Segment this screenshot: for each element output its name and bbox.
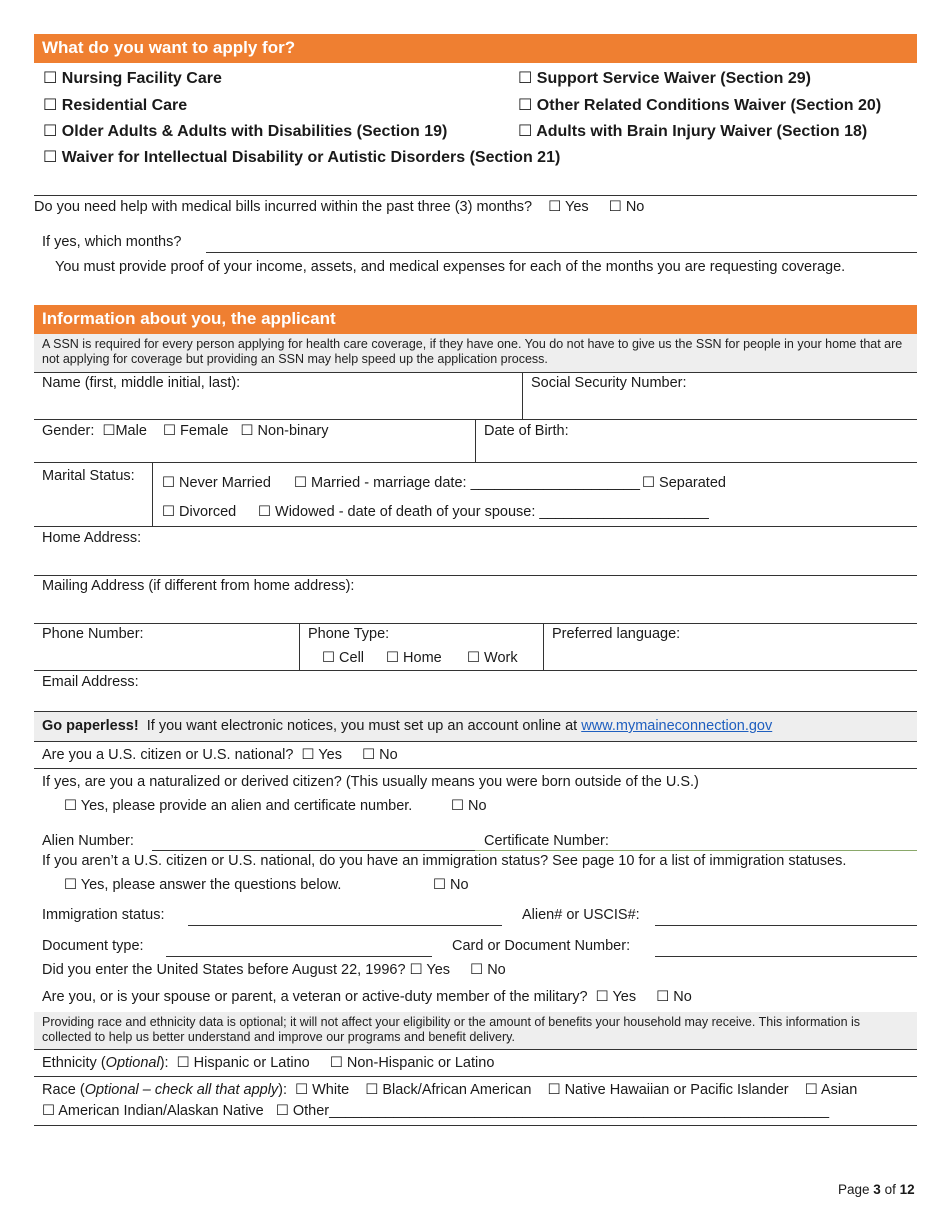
citizen-row: Are you a U.S. citizen or U.S. national? ☐ Yes ☐ No xyxy=(42,747,398,763)
months-input[interactable] xyxy=(206,252,917,253)
applicant-section-header xyxy=(34,305,917,334)
ethnicity-row: Ethnicity (Optional): ☐ Hispanic or Latino ☐ Non-Hispanic or Latino xyxy=(42,1055,495,1071)
divider xyxy=(34,195,917,196)
months-label: If yes, which months? xyxy=(42,234,182,250)
option-related-conditions[interactable]: ☐ Other Related Conditions Waiver (Section 20) xyxy=(518,97,882,114)
email-label: Email Address: xyxy=(42,674,139,690)
race-row: Race (Optional – check all that apply): ☐ White ☐ Black/African American ☐ Native Hawaiian or Pacific Islander ☐ Asian xyxy=(42,1082,858,1098)
paperless-row: Go paperless! If you want electronic notices, you must set up an account online at www.mymaineconnection.gov xyxy=(42,718,773,734)
apply-section-title: What do you want to apply for? xyxy=(42,38,296,57)
race-hawaiian[interactable]: ☐ Native Hawaiian or Pacific Islander xyxy=(547,1082,789,1098)
naturalized-yes[interactable]: ☐ Yes, please provide an alien and certificate number. xyxy=(64,798,413,814)
option-intellectual-disability[interactable]: ☐ Waiver for Intellectual Disability or Autistic Disorders (Section 21) xyxy=(43,149,561,166)
race-row-2 xyxy=(42,1103,829,1119)
option-older-adults[interactable]: ☐ Older Adults & Adults with Disabilities (Section 19) xyxy=(43,123,448,140)
card-number-input[interactable] xyxy=(655,956,917,957)
paperless-bold: Go paperless! xyxy=(42,718,139,734)
language-label: Preferred language: xyxy=(552,626,681,642)
proof-note: You must provide proof of your income, assets, and medical expenses for each of the months you are requesting coverage. xyxy=(55,259,846,275)
home-address-label: Home Address: xyxy=(42,530,142,546)
citizen-no[interactable]: ☐ No xyxy=(362,747,398,763)
card-number-label: Card or Document Number: xyxy=(452,938,631,954)
entry-row: Did you enter the United States before August 22, 1996? ☐ Yes ☐ No xyxy=(42,962,506,978)
option-nursing-facility[interactable]: ☐ Nursing Facility Care xyxy=(43,70,222,87)
alien-number-input[interactable] xyxy=(152,850,475,851)
separated[interactable]: ☐ Separated xyxy=(642,475,726,491)
divider xyxy=(34,575,917,576)
veteran-no[interactable]: ☐ No xyxy=(656,989,692,1005)
divider xyxy=(34,372,917,373)
race-asian[interactable]: ☐ Asian xyxy=(804,1082,858,1098)
checkbox-icon[interactable]: ☐ xyxy=(43,70,58,87)
entry-yes[interactable]: ☐ Yes xyxy=(409,962,451,978)
gender-male[interactable]: ☐Male xyxy=(102,423,147,439)
gender-female[interactable]: ☐ Female xyxy=(163,423,229,439)
immigration-question: If you aren’t a U.S. citizen or U.S. national, do you have an immigration status? See page 10 for a list of immigration statuses. xyxy=(42,853,847,869)
never-married[interactable]: ☐ Never Married xyxy=(162,475,271,491)
certificate-input[interactable] xyxy=(475,850,917,851)
option-residential-care[interactable]: ☐ Residential Care xyxy=(43,97,188,114)
widowed[interactable]: ☐ Widowed - date of death of your spouse: _____________________ xyxy=(258,504,709,520)
divorced[interactable]: ☐ Divorced xyxy=(162,504,237,520)
applicant-section-title: Information about you, the applicant xyxy=(42,309,336,328)
apply-section-header xyxy=(34,34,917,63)
gender-row: Gender: ☐Male ☐ Female ☐ Non-binary xyxy=(42,423,329,439)
phone-home[interactable]: ☐ Home xyxy=(386,650,442,666)
mymaineconnection-link[interactable]: www.mymaineconnection.gov xyxy=(581,718,773,734)
divider-vertical xyxy=(475,419,476,462)
alien-uscis-input[interactable] xyxy=(655,925,917,926)
divider xyxy=(34,1049,917,1050)
divider xyxy=(34,741,917,742)
divider xyxy=(34,1125,917,1126)
naturalized-question: If yes, are you a naturalized or derived citizen? (This usually means you were born outside of the U.S.) xyxy=(42,774,699,790)
veteran-yes[interactable]: ☐ Yes xyxy=(595,989,637,1005)
mailing-address-label: Mailing Address (if different from home address): xyxy=(42,578,355,594)
phone-number-label: Phone Number: xyxy=(42,626,144,642)
married[interactable]: ☐ Married - marriage date: _____________________ xyxy=(294,475,640,491)
checkbox-icon[interactable]: ☐ xyxy=(518,123,533,140)
ethnicity-hispanic[interactable]: ☐ Hispanic or Latino xyxy=(176,1055,310,1071)
phone-type-label: Phone Type: xyxy=(308,626,390,642)
ethnicity-non-hispanic[interactable]: ☐ Non-Hispanic or Latino xyxy=(329,1055,495,1071)
checkbox-icon[interactable]: ☐ xyxy=(518,70,533,87)
alien-uscis-label: Alien# or USCIS#: xyxy=(522,907,640,923)
medical-bills-yes[interactable]: ☐ Yes xyxy=(548,199,589,215)
race-american-indian[interactable]: ☐ American Indian/Alaskan Native xyxy=(42,1103,264,1119)
divider xyxy=(34,526,917,527)
medical-bills-no[interactable]: ☐ No xyxy=(608,199,645,215)
divider xyxy=(34,711,917,712)
naturalized-no[interactable]: ☐ No xyxy=(451,798,487,814)
immigration-no[interactable]: ☐ No xyxy=(433,877,469,893)
option-brain-injury[interactable]: ☐ Adults with Brain Injury Waiver (Section 18) xyxy=(518,123,868,140)
checkbox-icon[interactable]: ☐ xyxy=(43,123,58,140)
divider-vertical xyxy=(522,372,523,419)
divider xyxy=(34,623,917,624)
race-white[interactable]: ☐ White xyxy=(295,1082,350,1098)
ssn-label: Social Security Number: xyxy=(531,375,687,391)
divider xyxy=(34,768,917,769)
alien-number-label: Alien Number: xyxy=(42,833,134,849)
race-other[interactable]: ☐ Other______________________________________________________________ xyxy=(275,1103,830,1119)
divider xyxy=(34,462,917,463)
divider xyxy=(34,1076,917,1077)
checkbox-icon[interactable]: ☐ xyxy=(43,97,58,114)
immigration-status-label: Immigration status: xyxy=(42,907,165,923)
document-type-input[interactable] xyxy=(166,956,432,957)
medical-bills-question: Do you need help with medical bills incurred within the past three (3) months? ☐ Yes ☐ No xyxy=(34,199,645,215)
certificate-label: Certificate Number: xyxy=(484,833,609,849)
page-number: Page 3 of 12 xyxy=(838,1182,915,1197)
race-note: Providing race and ethnicity data is optional; it will not affect your eligibility or the amount of benefits your household may receive. This information is collected to help us better understand and improve our programs and benefit delivery. xyxy=(34,1012,917,1049)
veteran-row: Are you, or is your spouse or parent, a veteran or active-duty member of the military? ☐ Yes ☐ No xyxy=(42,989,692,1005)
immigration-status-input[interactable] xyxy=(188,925,502,926)
race-black[interactable]: ☐ Black/African American xyxy=(365,1082,532,1098)
marital-label: Marital Status: xyxy=(42,468,135,484)
option-support-service[interactable]: ☐ Support Service Waiver (Section 29) xyxy=(518,70,811,87)
divider-vertical xyxy=(299,623,300,670)
ssn-note: A SSN is required for every person applying for health care coverage, if they have one. You do not have to give us the SSN for people in your home that are not applying for coverage but providing an SSN may help speed up the application process. xyxy=(34,334,917,372)
divider-vertical xyxy=(152,462,153,526)
gender-nonbinary[interactable]: ☐ Non-binary xyxy=(240,423,329,439)
divider-vertical xyxy=(543,623,544,670)
phone-cell[interactable]: ☐ Cell xyxy=(322,650,365,666)
document-type-label: Document type: xyxy=(42,938,144,954)
phone-work[interactable]: ☐ Work xyxy=(467,650,518,666)
immigration-yes[interactable]: ☐ Yes, please answer the questions below. xyxy=(64,877,342,893)
name-label: Name (first, middle initial, last): xyxy=(42,375,241,391)
divider xyxy=(34,670,917,671)
entry-no[interactable]: ☐ No xyxy=(470,962,506,978)
dob-label: Date of Birth: xyxy=(484,423,569,439)
citizen-yes[interactable]: ☐ Yes xyxy=(301,747,342,763)
checkbox-icon[interactable]: ☐ xyxy=(43,149,58,166)
checkbox-icon[interactable]: ☐ xyxy=(518,97,533,114)
